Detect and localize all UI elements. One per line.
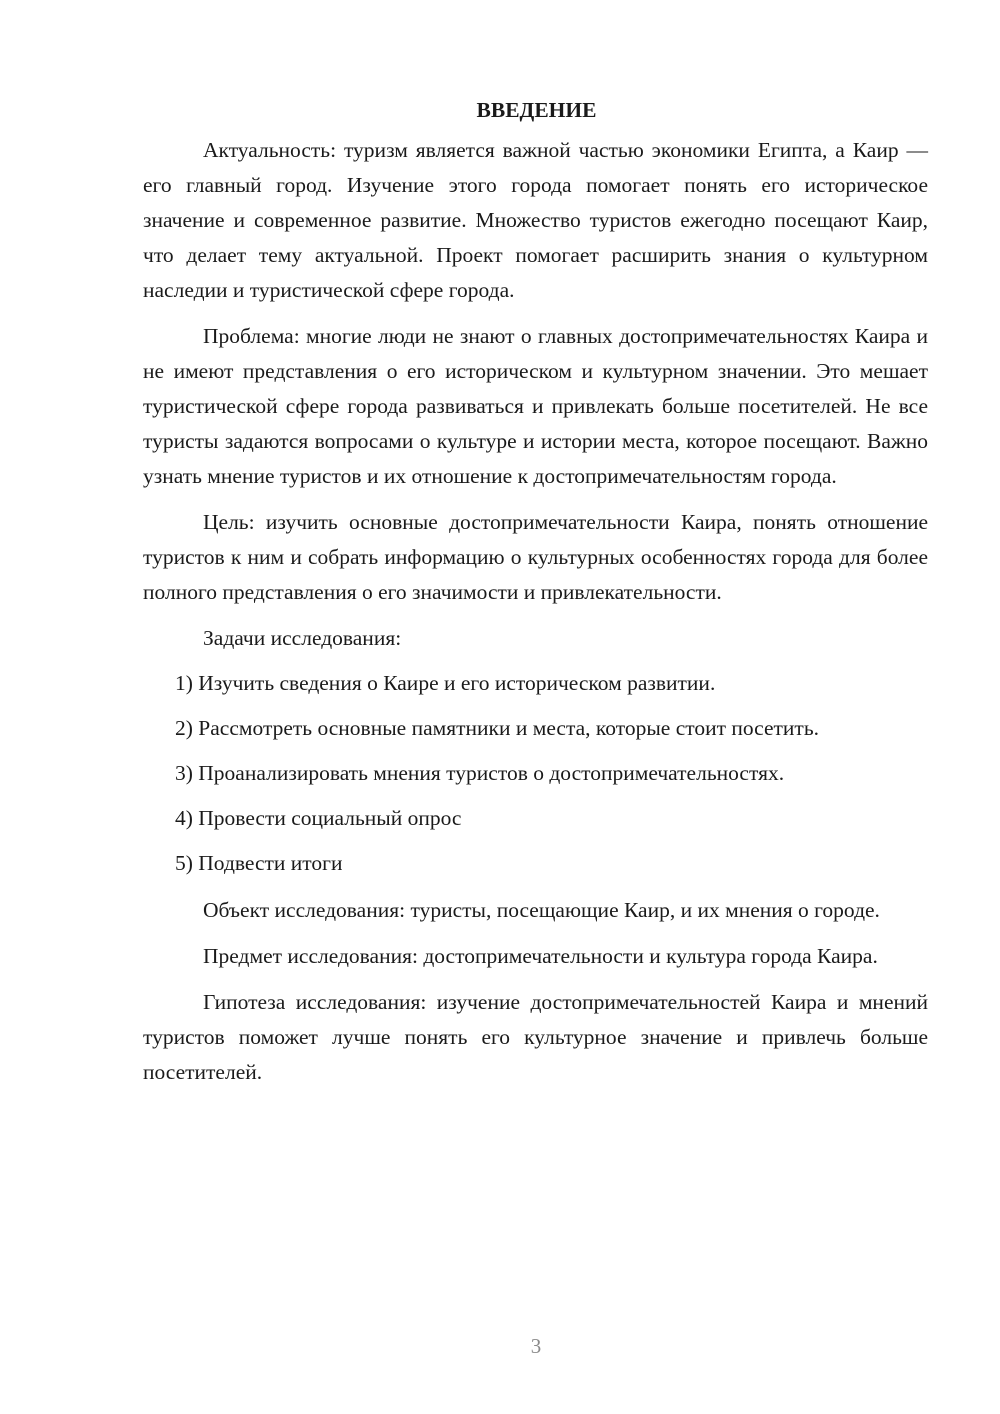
page-number: 3 bbox=[530, 1334, 542, 1358]
task-item: 1) Изучить сведения о Каире и его историческом развитии. bbox=[175, 671, 716, 695]
section-title: ВВЕДЕНИЕ bbox=[476, 98, 597, 122]
tasks-heading: Задачи исследования: bbox=[203, 626, 402, 650]
tasks-list bbox=[143, 666, 928, 881]
document-page bbox=[143, 93, 928, 1090]
goal-paragraph: Цель: изучить основные достопримечательности Каира, понять отношение туристов к ним и собрать информацию о культурных особенностях города для более полного представления о его значимости и привлекательности. bbox=[143, 510, 928, 604]
task-item: 3) Проанализировать мнения туристов о достопримечательностях. bbox=[175, 761, 785, 785]
task-item: 2) Рассмотреть основные памятники и места, которые стоит посетить. bbox=[175, 716, 820, 740]
task-item: 5) Подвести итоги bbox=[175, 851, 343, 875]
problem-paragraph: Проблема: многие люди не знают о главных достопримечательностях Каира и не имеют представления о его историческом и культурном значении. Это мешает туристической сфере города развиваться и привлекать больше посетителей. Не все туристы задаются вопросами о культуре и истории места, которое посещают. Важно узнать мнение туристов и их отношение к достопримечательностям города. bbox=[143, 324, 928, 488]
subject-paragraph: Предмет исследования: достопримечательности и культура города Каира. bbox=[203, 944, 878, 968]
relevance-paragraph: Актуальность: туризм является важной частью экономики Египта, а Каир — его главный город. Изучение этого города помогает понять его историческое значение и современное развитие. Множество туристов ежегодно посещают Каир, что делает тему актуальной. Проект помогает расширить знания о культурном наследии и туристической сфере города. bbox=[143, 138, 928, 302]
hypothesis-paragraph: Гипотеза исследования: изучение достопримечательностей Каира и мнений туристов поможет лучше понять его культурное значение и привлечь больше посетителей. bbox=[143, 990, 928, 1084]
task-item: 4) Провести социальный опрос bbox=[175, 806, 462, 830]
object-paragraph: Объект исследования: туристы, посещающие Каир, и их мнения о городе. bbox=[203, 898, 880, 922]
